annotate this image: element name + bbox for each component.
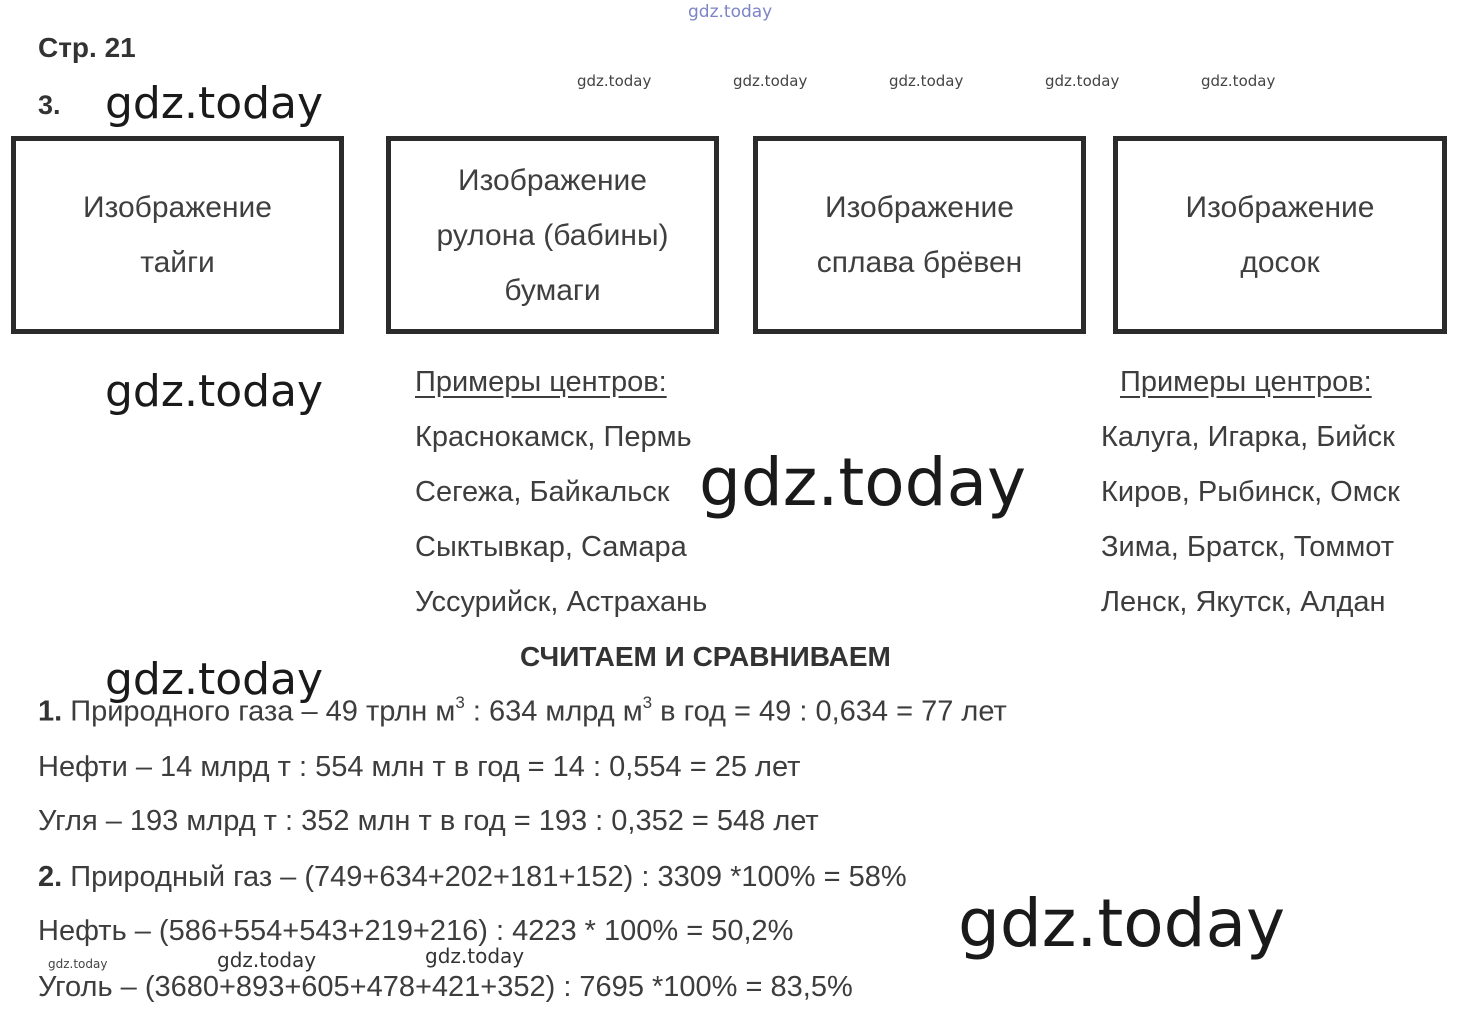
box-text-line: рулона (бабины) bbox=[436, 218, 669, 252]
calc-line-oil-reserves: Нефти – 14 млрд т : 554 млн т в год = 14 : 0,554 = 25 лет bbox=[38, 751, 801, 783]
calc-line-oil-share: Нефть – (586+554+543+219+216) : 4223 * 100% = 50,2% bbox=[38, 915, 794, 947]
image-box-boards bbox=[1113, 136, 1447, 334]
box-text-line: бумаги bbox=[504, 273, 601, 307]
centers-item: Калуга, Игарка, Бийск bbox=[1101, 421, 1395, 453]
watermark: gdz.today bbox=[688, 2, 773, 22]
box-text-line: Изображение bbox=[83, 191, 272, 224]
box-text-line: Изображение bbox=[1185, 191, 1375, 224]
box-text-line: досок bbox=[1240, 246, 1320, 279]
task-number: 3. bbox=[38, 90, 61, 120]
centers-item: Краснокамск, Пермь bbox=[415, 421, 692, 453]
calc-text: Природный газ – (749+634+202+181+152) : 3309 *100% = 58% bbox=[62, 861, 907, 893]
page-label: Стр. 21 bbox=[38, 32, 136, 63]
calc-number: 2. bbox=[38, 861, 63, 893]
centers-item: Киров, Рыбинск, Омск bbox=[1101, 476, 1400, 508]
calc-line-coal-share: Уголь – (3680+893+605+478+421+352) : 7695 *100% = 83,5% bbox=[38, 971, 853, 1003]
section-title: СЧИТАЕМ И СРАВНИВАЕМ bbox=[520, 641, 891, 672]
centers-right-heading: Примеры центров: bbox=[1120, 366, 1372, 398]
centers-item: Зима, Братск, Томмот bbox=[1101, 531, 1395, 563]
centers-item: Сегежа, Байкальск bbox=[415, 476, 670, 508]
box-text-line: сплава брёвен bbox=[816, 246, 1023, 279]
centers-item: Ленск, Якутск, Алдан bbox=[1101, 586, 1386, 618]
centers-left bbox=[415, 355, 707, 630]
calc-number: 1. bbox=[38, 695, 63, 728]
calc-text: в год = 49 : 0,634 = 77 лет bbox=[652, 695, 1007, 728]
watermark: gdz.today bbox=[217, 948, 317, 972]
calc-superscript: 3 bbox=[455, 693, 465, 712]
centers-right bbox=[1101, 410, 1400, 630]
calc-text: Природного газа – 49 трлн м bbox=[62, 695, 456, 728]
calc-line-gas-share bbox=[38, 861, 907, 894]
calc-superscript: 3 bbox=[642, 693, 653, 712]
watermark: gdz.today bbox=[577, 72, 652, 90]
centers-item: Уссурийск, Астрахань bbox=[415, 586, 708, 618]
watermark: gdz.today bbox=[958, 885, 1286, 962]
box-text-line: Изображение bbox=[458, 163, 647, 197]
calc-text: : 634 млрд м bbox=[464, 695, 643, 728]
centers-item: Сыктывкар, Самара bbox=[415, 531, 687, 563]
centers-heading: Примеры центров: bbox=[415, 366, 667, 398]
watermark: gdz.today bbox=[105, 78, 324, 129]
watermark: gdz.today bbox=[105, 654, 324, 705]
watermark: gdz.today bbox=[105, 366, 324, 417]
calc-line-coal-reserves: Угля – 193 млрд т : 352 млн т в год = 193 : 0,352 = 548 лет bbox=[38, 805, 819, 837]
image-box-paper-roll bbox=[386, 136, 719, 334]
watermark: gdz.today bbox=[48, 957, 108, 971]
watermark: gdz.today bbox=[889, 72, 964, 90]
box-text-line: Изображение bbox=[825, 191, 1014, 224]
box-text-line: тайги bbox=[140, 246, 215, 279]
watermark: gdz.today bbox=[699, 444, 1027, 521]
watermark: gdz.today bbox=[1201, 72, 1276, 90]
watermark: gdz.today bbox=[425, 944, 525, 968]
image-box-taiga bbox=[11, 136, 344, 334]
image-box-log-rafting bbox=[753, 136, 1086, 334]
watermark: gdz.today bbox=[1045, 72, 1120, 90]
watermark: gdz.today bbox=[733, 72, 808, 90]
